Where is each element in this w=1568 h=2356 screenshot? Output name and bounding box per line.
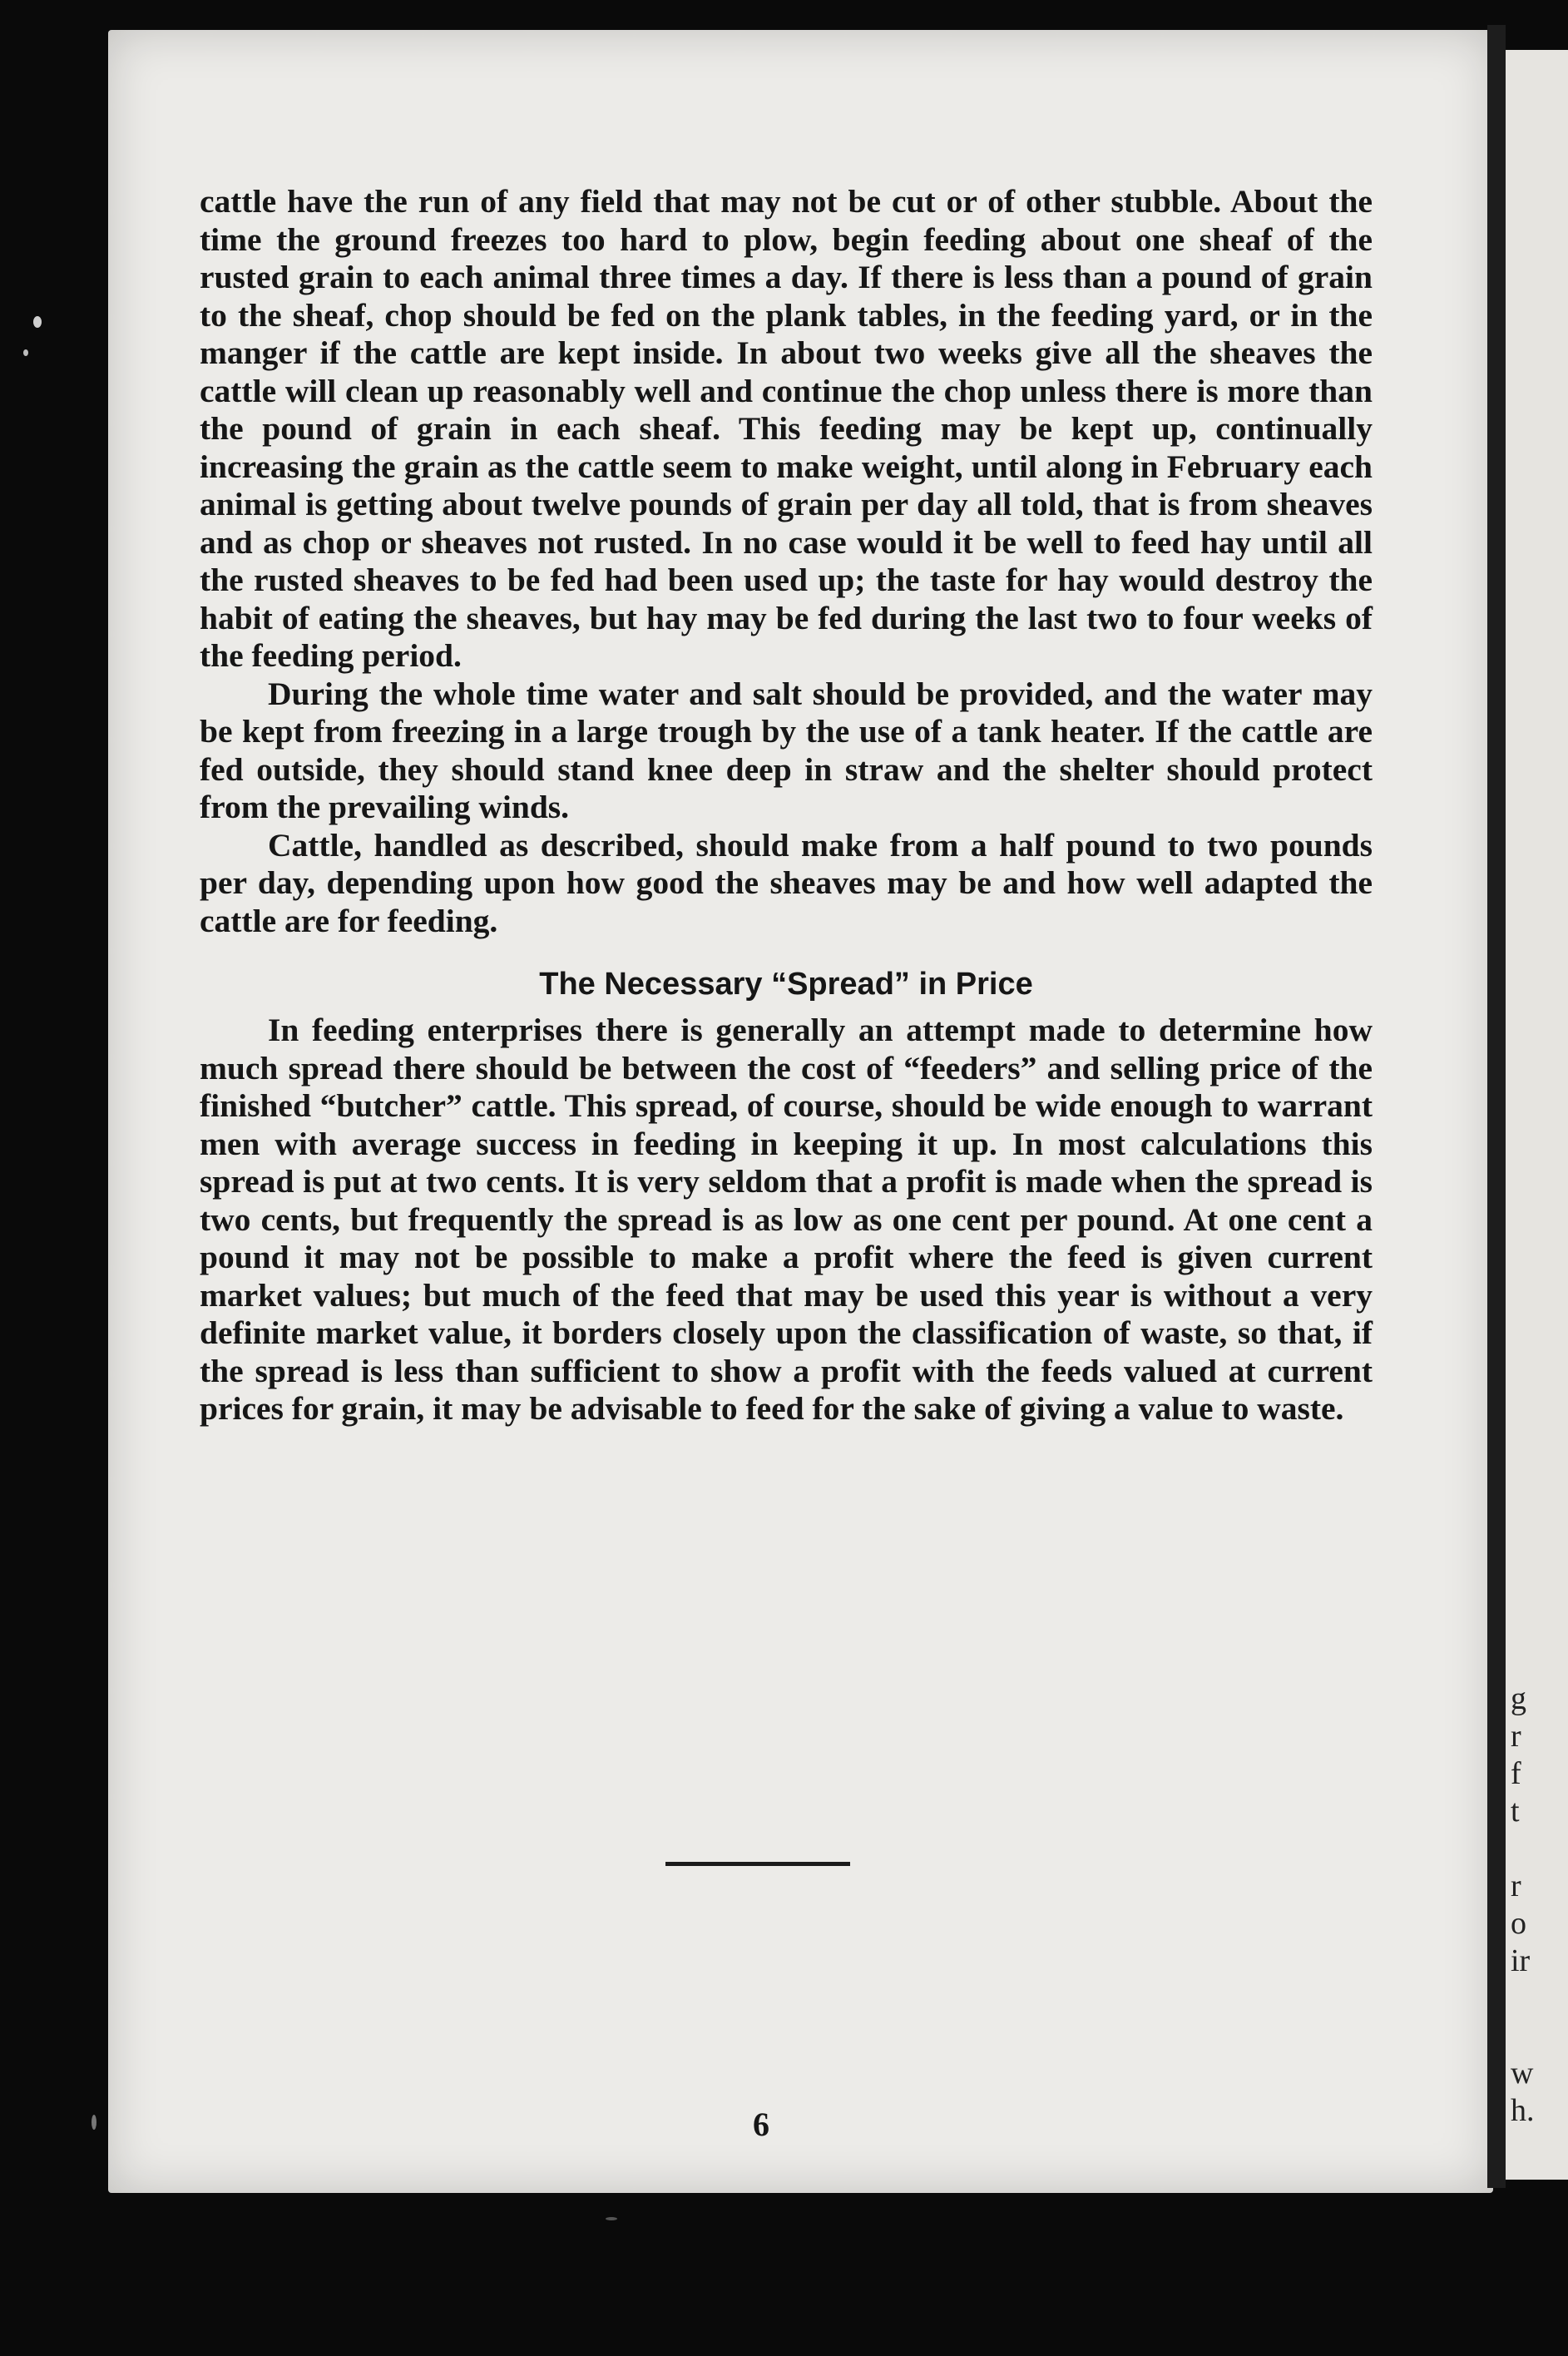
facing-page-edge — [1506, 50, 1568, 2180]
facing-page-fragment: f — [1511, 1756, 1521, 1791]
scan-speck — [92, 2115, 96, 2130]
end-rule — [665, 1862, 850, 1866]
facing-page-fragment: h. — [1511, 2093, 1535, 2128]
paragraph: In feeding enterprises there is generally an attempt made to determine how much spread there should be between the cost of “feeders” and selling price of the finished “butcher” cattle. This spread, of course, should be wide enough to warrant men with average success in feeding in keeping it up. In most calculations this spread is put at two cents. It is very seldom that a profit is made when the spread is two cents, but frequently the spread is as low as one cent per pound. At one cent a pound it may not be possible to make a profit where the feed is given current market values; but much of the feed that may be used this year is without a very definite market value, it borders closely upon the classification of waste, so that, if the spread is less than sufficient to show a profit with the feeds valued at current prices for grain, it may be advisable to feed for the sake of giving a value to waste. — [200, 1012, 1373, 1427]
body-text — [200, 183, 1373, 1428]
facing-page-fragment: g — [1511, 1681, 1526, 1716]
paragraph: cattle have the run of any field that may not be cut or of other stubble. About the time the ground freezes too hard to plow, begin feeding about one sheaf of the rusted grain to each animal three times a day. If there is less than a pound of grain to the sheaf, chop should be fed on the plank tables, in the feeding yard, or in the manger if the cattle are kept inside. In about two weeks give all the sheaves the cattle will clean up reasonably well and continue the chop unless there is more than the pound of grain in each sheaf. This feeding may be kept up, continually increasing the grain as the cattle seem to make weight, until along in February each animal is getting about twelve pounds of grain per day all told, that is from sheaves and as chop or sheaves not rusted. In no case would it be well to feed hay until all the rusted sheaves to be fed had been used up; the taste for hay would destroy the habit of eating the sheaves, but hay may be fed during the last two to four weeks of the feeding period. — [200, 183, 1373, 674]
scan-speck — [23, 349, 28, 356]
scan-speck — [33, 316, 42, 328]
scan-speck — [606, 2217, 617, 2220]
facing-page-fragment: r — [1511, 1868, 1521, 1903]
facing-page-fragment: o — [1511, 1906, 1526, 1941]
facing-page-fragment: ir — [1511, 1943, 1531, 1978]
facing-page-fragment: r — [1511, 1719, 1521, 1754]
facing-page-fragment: w — [1511, 2056, 1534, 2091]
section-heading: The Necessary “Spread” in Price — [539, 967, 1033, 1002]
paragraph: Cattle, handled as described, should make from a half pound to two pounds per day, depending upon how good the sheaves may be and how well adapted the cattle are for feeding. — [200, 826, 1373, 939]
facing-page-fragment: t — [1511, 1794, 1520, 1829]
page-number: 6 — [753, 2106, 769, 2143]
book-spine — [1487, 25, 1506, 2188]
paragraph: During the whole time water and salt should be provided, and the water may be kept from freezing in a large trough by the use of a tank heater. If the cattle are fed outside, they should stand knee deep in straw and the shelter should protect from the prevailing winds. — [200, 675, 1373, 825]
